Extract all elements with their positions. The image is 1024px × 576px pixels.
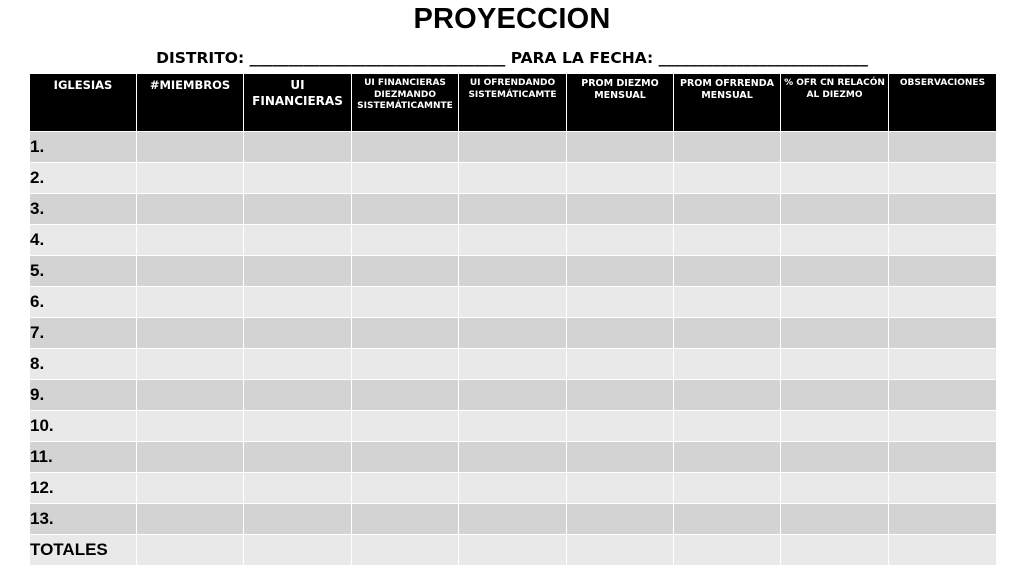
ui-financieras-cell[interactable] (244, 287, 352, 318)
ui-financieras-cell[interactable] (244, 225, 352, 256)
ui-financieras-cell[interactable] (244, 380, 352, 411)
row-label: 6. (30, 287, 137, 318)
prom-diezmo-cell[interactable] (567, 318, 674, 349)
table-row (30, 380, 997, 411)
porcentaje-ofrenda-cell[interactable] (781, 163, 889, 194)
prom-diezmo-cell[interactable] (567, 504, 674, 535)
ui-diezmando-cell[interactable] (352, 318, 459, 349)
prom-diezmo-cell[interactable] (567, 349, 674, 380)
ui-ofrendando-cell[interactable] (459, 442, 567, 473)
row-label: 12. (30, 473, 137, 504)
column-header-prom-diezmo: PROM DIEZMO MENSUAL (567, 74, 674, 132)
row-label: 10. (30, 411, 137, 442)
miembros-cell[interactable] (137, 380, 244, 411)
ui-financieras-cell[interactable] (244, 411, 352, 442)
ui-ofrendando-cell[interactable] (459, 163, 567, 194)
ui-diezmando-cell[interactable] (352, 132, 459, 163)
ui-financieras-cell[interactable] (244, 318, 352, 349)
ui-diezmando-cell[interactable] (352, 349, 459, 380)
column-header-ui-financieras: UI FINANCIERAS (244, 74, 352, 132)
ui-ofrendando-cell[interactable] (459, 194, 567, 225)
ui-ofrendando-cell[interactable] (459, 225, 567, 256)
ui-financieras-cell[interactable] (244, 442, 352, 473)
ui-diezmando-cell[interactable] (352, 473, 459, 504)
prom-ofrenda-cell[interactable] (674, 473, 781, 504)
column-header-porcentaje-ofrenda: % OFR CN RELACÓN AL DIEZMO (781, 74, 889, 132)
projection-table (29, 73, 997, 566)
observaciones-cell[interactable] (889, 380, 997, 411)
observaciones-cell[interactable] (889, 349, 997, 380)
prom-diezmo-cell[interactable] (567, 287, 674, 318)
prom-diezmo-cell[interactable] (567, 535, 674, 566)
miembros-cell[interactable] (137, 163, 244, 194)
column-header-miembros: #MIEMBROS (137, 74, 244, 132)
prom-ofrenda-cell[interactable] (674, 318, 781, 349)
ui-ofrendando-cell[interactable] (459, 349, 567, 380)
table-row (30, 504, 997, 535)
ui-diezmando-cell[interactable] (352, 194, 459, 225)
porcentaje-ofrenda-cell[interactable] (781, 287, 889, 318)
table-row (30, 473, 997, 504)
porcentaje-ofrenda-cell[interactable] (781, 132, 889, 163)
miembros-cell[interactable] (137, 442, 244, 473)
prom-ofrenda-cell[interactable] (674, 256, 781, 287)
row-label: 13. (30, 504, 137, 535)
prom-diezmo-cell[interactable] (567, 194, 674, 225)
ui-ofrendando-cell[interactable] (459, 380, 567, 411)
prom-ofrenda-cell[interactable] (674, 535, 781, 566)
porcentaje-ofrenda-cell[interactable] (781, 194, 889, 225)
porcentaje-ofrenda-cell[interactable] (781, 318, 889, 349)
ui-diezmando-cell[interactable] (352, 411, 459, 442)
observaciones-cell[interactable] (889, 132, 997, 163)
observaciones-cell[interactable] (889, 318, 997, 349)
row-label: 4. (30, 225, 137, 256)
table-row (30, 225, 997, 256)
miembros-cell[interactable] (137, 473, 244, 504)
porcentaje-ofrenda-cell[interactable] (781, 535, 889, 566)
table-body (30, 132, 997, 566)
ui-financieras-cell[interactable] (244, 194, 352, 225)
ui-diezmando-cell[interactable] (352, 535, 459, 566)
ui-financieras-cell[interactable] (244, 504, 352, 535)
ui-ofrendando-cell[interactable] (459, 132, 567, 163)
table-row (30, 287, 997, 318)
ui-financieras-cell[interactable] (244, 163, 352, 194)
miembros-cell[interactable] (137, 132, 244, 163)
prom-diezmo-cell[interactable] (567, 411, 674, 442)
column-header-prom-ofrenda: PROM OFRRENDA MENSUAL (674, 74, 781, 132)
ui-ofrendando-cell[interactable] (459, 287, 567, 318)
table-row (30, 318, 997, 349)
prom-ofrenda-cell[interactable] (674, 380, 781, 411)
table-row (30, 132, 997, 163)
row-label: 3. (30, 194, 137, 225)
observaciones-cell[interactable] (889, 442, 997, 473)
prom-diezmo-cell[interactable] (567, 132, 674, 163)
row-label: TOTALES (30, 535, 137, 566)
prom-diezmo-cell[interactable] (567, 380, 674, 411)
porcentaje-ofrenda-cell[interactable] (781, 411, 889, 442)
miembros-cell[interactable] (137, 287, 244, 318)
table-row (30, 535, 997, 566)
row-label: 5. (30, 256, 137, 287)
ui-diezmando-cell[interactable] (352, 504, 459, 535)
observaciones-cell[interactable] (889, 473, 997, 504)
ui-financieras-cell[interactable] (244, 349, 352, 380)
ui-diezmando-cell[interactable] (352, 287, 459, 318)
prom-ofrenda-cell[interactable] (674, 163, 781, 194)
observaciones-cell[interactable] (889, 287, 997, 318)
column-header-observaciones: OBSERVACIONES (889, 74, 997, 132)
column-header-ui-ofrendando: UI OFRENDANDO SISTEMÁTICAMTE (459, 74, 567, 132)
porcentaje-ofrenda-cell[interactable] (781, 442, 889, 473)
ui-ofrendando-cell[interactable] (459, 535, 567, 566)
porcentaje-ofrenda-cell[interactable] (781, 473, 889, 504)
porcentaje-ofrenda-cell[interactable] (781, 225, 889, 256)
observaciones-cell[interactable] (889, 535, 997, 566)
ui-diezmando-cell[interactable] (352, 442, 459, 473)
observaciones-cell[interactable] (889, 256, 997, 287)
miembros-cell[interactable] (137, 504, 244, 535)
porcentaje-ofrenda-cell[interactable] (781, 380, 889, 411)
table-row (30, 163, 997, 194)
ui-ofrendando-cell[interactable] (459, 411, 567, 442)
ui-financieras-cell[interactable] (244, 132, 352, 163)
miembros-cell[interactable] (137, 256, 244, 287)
ui-ofrendando-cell[interactable] (459, 473, 567, 504)
prom-diezmo-cell[interactable] (567, 163, 674, 194)
row-label: 2. (30, 163, 137, 194)
prom-ofrenda-cell[interactable] (674, 504, 781, 535)
table-row (30, 349, 997, 380)
ui-diezmando-cell[interactable] (352, 256, 459, 287)
ui-diezmando-cell[interactable] (352, 225, 459, 256)
row-label: 7. (30, 318, 137, 349)
ui-ofrendando-cell[interactable] (459, 318, 567, 349)
ui-ofrendando-cell[interactable] (459, 256, 567, 287)
porcentaje-ofrenda-cell[interactable] (781, 256, 889, 287)
miembros-cell[interactable] (137, 194, 244, 225)
row-label: 11. (30, 442, 137, 473)
table-row (30, 442, 997, 473)
miembros-cell[interactable] (137, 411, 244, 442)
miembros-cell[interactable] (137, 349, 244, 380)
table-row (30, 194, 997, 225)
page-title: PROYECCION (413, 3, 611, 35)
ui-financieras-cell[interactable] (244, 535, 352, 566)
row-label: 1. (30, 132, 137, 163)
column-header-iglesias: IGLESIAS (30, 74, 137, 132)
district-date-line: DISTRITO: _________________________________ PARA LA FECHA: ___________________________ (156, 49, 868, 67)
row-label: 8. (30, 349, 137, 380)
ui-financieras-cell[interactable] (244, 473, 352, 504)
prom-diezmo-cell[interactable] (567, 225, 674, 256)
ui-diezmando-cell[interactable] (352, 163, 459, 194)
observaciones-cell[interactable] (889, 411, 997, 442)
ui-diezmando-cell[interactable] (352, 380, 459, 411)
porcentaje-ofrenda-cell[interactable] (781, 349, 889, 380)
prom-ofrenda-cell[interactable] (674, 287, 781, 318)
prom-ofrenda-cell[interactable] (674, 442, 781, 473)
ui-financieras-cell[interactable] (244, 256, 352, 287)
prom-ofrenda-cell[interactable] (674, 132, 781, 163)
miembros-cell[interactable] (137, 318, 244, 349)
prom-ofrenda-cell[interactable] (674, 194, 781, 225)
table-row (30, 256, 997, 287)
observaciones-cell[interactable] (889, 163, 997, 194)
prom-diezmo-cell[interactable] (567, 442, 674, 473)
prom-ofrenda-cell[interactable] (674, 225, 781, 256)
miembros-cell[interactable] (137, 535, 244, 566)
prom-ofrenda-cell[interactable] (674, 349, 781, 380)
observaciones-cell[interactable] (889, 225, 997, 256)
prom-ofrenda-cell[interactable] (674, 411, 781, 442)
row-label: 9. (30, 380, 137, 411)
prom-diezmo-cell[interactable] (567, 473, 674, 504)
prom-diezmo-cell[interactable] (567, 256, 674, 287)
table-header-row (30, 74, 997, 132)
column-header-ui-diezmando: UI FINANCIERAS DIEZMANDO SISTEMÁTICAMNTE (352, 74, 459, 132)
miembros-cell[interactable] (137, 225, 244, 256)
observaciones-cell[interactable] (889, 194, 997, 225)
ui-ofrendando-cell[interactable] (459, 504, 567, 535)
observaciones-cell[interactable] (889, 504, 997, 535)
porcentaje-ofrenda-cell[interactable] (781, 504, 889, 535)
table-row (30, 411, 997, 442)
